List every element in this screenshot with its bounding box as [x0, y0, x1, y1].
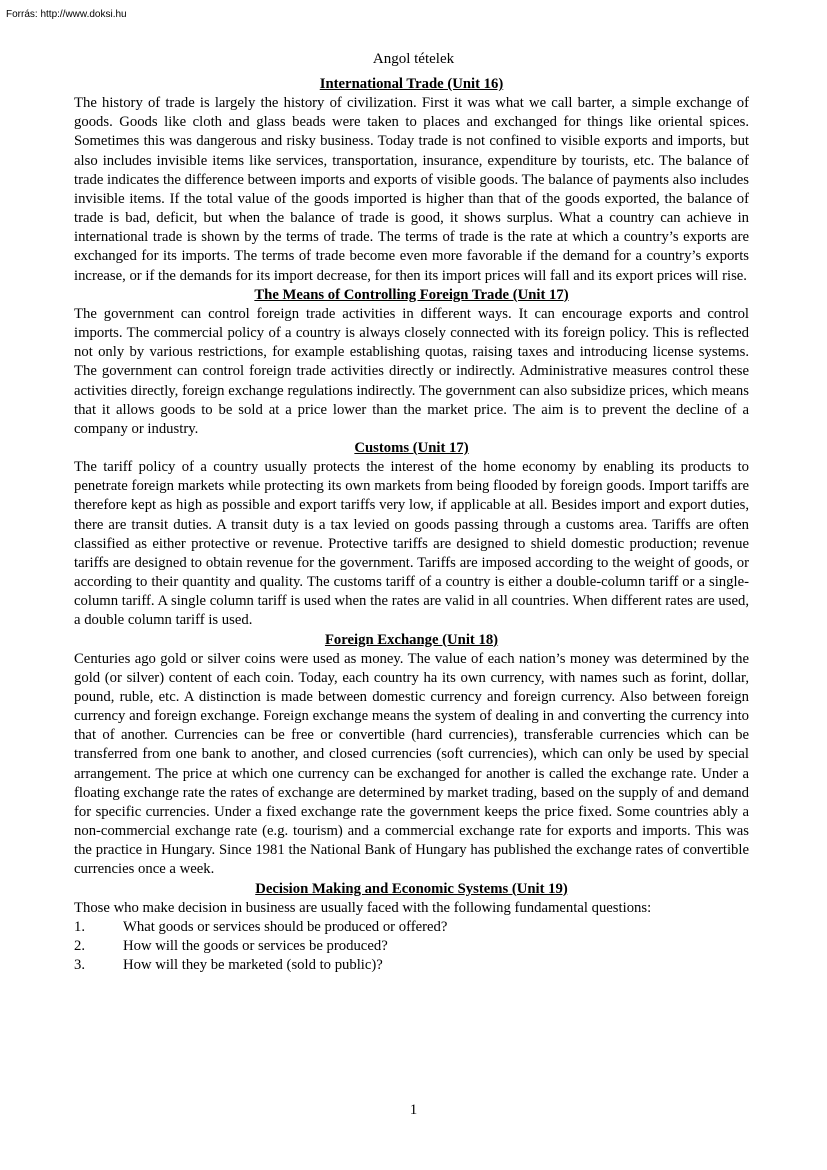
- section-body-controlling-foreign-trade: The government can control foreign trade activities in different ways. It can encourage exports and control imports. The commercial policy of a country is always closely connected with its foreign policy. This is reflected not only by various restrictions, for example establishing quotas, raising taxes and introducing license systems. The government can control foreign trade activities directly or indirectly. Administrative measures control these activities directly, foreign exchange regulations indirectly. The government can also subsidize prices, which means that it allows goods to be sold at a price lower than the market price. The aim is to prevent the decline of a company or industry.: [74, 305, 749, 437]
- list-item: [74, 956, 749, 975]
- list-item-text: What goods or services should be produced or offered?: [123, 918, 448, 935]
- questions-list: [74, 918, 749, 975]
- section-body-customs: The tariff policy of a country usually protects the interest of the home economy by enabling its products to penetrate foreign markets while protecting its own markets from being flooded by foreign goods. Import tariffs are therefore kept as high as possible and export tariffs very low, if applicable at all. Besides import and export duties, there are transit duties. A transit duty is a tax levied on goods passing through a customs area. Tariffs are often classified as either protective or revenue. Protective tariffs are designed to shield domestic production; revenue tariffs are designed to obtain revenue for the government. Tariffs are imposed according to the weight of goods, or according to their quantity and quality. The customs tariff of a country is either a double-column tariff or a single-column tariff. A single column tariff is used when the rates are valid in all countries. When different rates are used, a double column tariff is used.: [74, 459, 749, 629]
- page-header: Angol tételek: [372, 51, 455, 67]
- list-item: [74, 937, 749, 956]
- section-title-decision-making: Decision Making and Economic Systems (Unit 19): [255, 880, 568, 897]
- list-item-number: 2.: [74, 938, 86, 955]
- document-body: [74, 75, 749, 975]
- list-item-number: 1.: [74, 918, 86, 935]
- section-body-foreign-exchange: Centuries ago gold or silver coins were used as money. The value of each nation’s money was determined by the gold (or silver) content of each coin. Today, each country ha its own currency, with names such as forint, dollar, pound, ruble, etc. A distinction is made between domestic currency and foreign currency. Also between foreign currency and foreign exchange. Foreign exchange means the system of dealing in and converting the currency into that of another. Currencies can be free or convertible (hard currencies), transferable currencies which can be transferred from one bank to another, and closed currencies (soft currencies), which can only be used by special arrangement. The price at which one currency can be exchanged for another is called the exchange rate. Under a floating exchange rate the rates of exchange are determined by market trading, based on the supply of and demand for specific currencies. Under a fixed exchange rate the government keeps the price fixed. Some countries ably a non-commercial exchange rate (e.g. tourism) and a commercial exchange rate for exports and imports. This was the practice in Hungary. Since 1981 the National Bank of Hungary has published the exchange rates of convertible currencies once a week.: [74, 650, 749, 878]
- page-number: 1: [409, 1102, 418, 1118]
- section-title-international-trade: International Trade (Unit 16): [319, 76, 504, 92]
- section-title-customs: Customs (Unit 17): [354, 439, 469, 456]
- list-item: [74, 918, 749, 937]
- list-item-number: 3.: [74, 957, 86, 974]
- section-title-controlling-foreign-trade: The Means of Controlling Foreign Trade (Unit 17): [254, 286, 569, 303]
- section-body-international-trade: The history of trade is largely the history of civilization. First it was what we call barter, a simple exchange of goods. Goods like cloth and glass beads were taken to places and exchanged for things like oriental spices. Sometimes this was dangerous and risky business. Today trade is not confined to visible exports and imports, but also includes invisible items like services, transportation, insurance, expenditure by tourists, etc. The balance of trade indicates the difference between imports and exports of visible goods. The balance of payments also includes invisible items. If the total value of the goods imported is higher than that of the goods exported, the balance of trade is bad, deficit, but when the balance of trade is good, it shows surplus. What a country can achieve in international trade is shown by the terms of trade. The terms of trade is the rate at which a country’s exports are exchanged for its imports. The terms of trade become even more favorable if the demand for a country’s exports increase, or if the demands for its import decrease, for then its import prices will fall and its export prices will rise.: [74, 95, 749, 284]
- list-item-text: How will they be marketed (sold to public)?: [123, 957, 383, 974]
- section-body-decision-making: Those who make decision in business are usually faced with the following fundamental questions:: [74, 899, 652, 916]
- list-item-text: How will the goods or services be produced?: [123, 938, 388, 955]
- source-line: Forrás: http://www.doksi.hu: [6, 9, 127, 20]
- section-title-foreign-exchange: Foreign Exchange (Unit 18): [324, 631, 499, 648]
